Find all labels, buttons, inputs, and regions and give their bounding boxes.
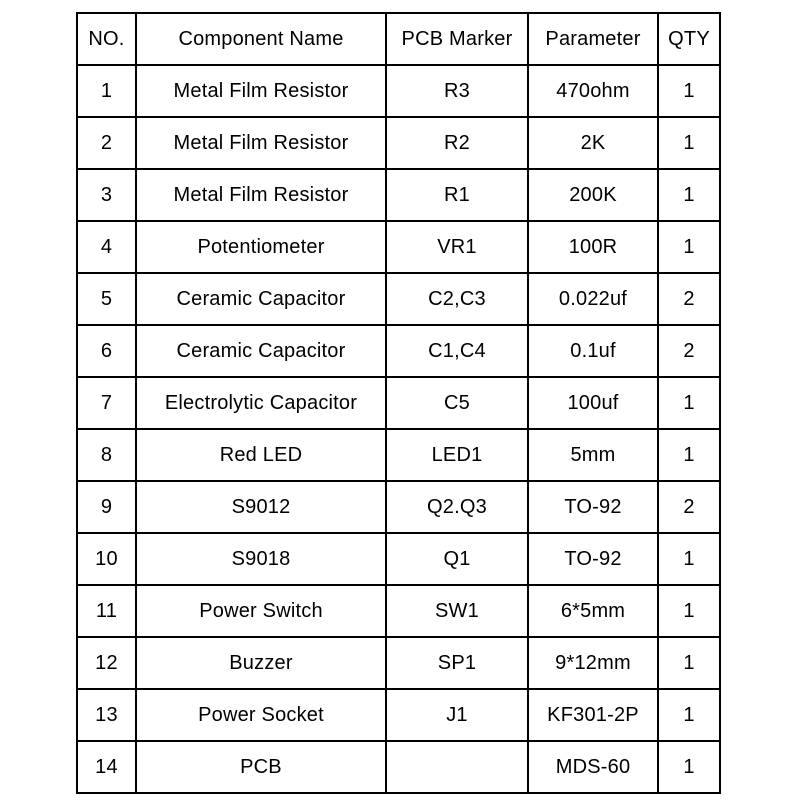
cell-component-name: Metal Film Resistor [136,65,386,117]
cell-qty: 2 [658,273,720,325]
cell-component-name: Ceramic Capacitor [136,273,386,325]
cell-parameter: 2K [528,117,658,169]
cell-qty: 1 [658,637,720,689]
cell-no: 11 [77,585,136,637]
table-row [77,65,720,117]
component-table [76,12,721,794]
cell-pcb-marker: SP1 [386,637,528,689]
cell-no: 8 [77,429,136,481]
cell-pcb-marker: C1,C4 [386,325,528,377]
table-row [77,429,720,481]
cell-no: 6 [77,325,136,377]
cell-component-name: Metal Film Resistor [136,117,386,169]
cell-qty: 1 [658,585,720,637]
cell-no: 2 [77,117,136,169]
cell-pcb-marker: Q1 [386,533,528,585]
cell-component-name: PCB [136,741,386,793]
table-row [77,273,720,325]
cell-pcb-marker: J1 [386,689,528,741]
cell-qty: 1 [658,65,720,117]
cell-parameter: MDS-60 [528,741,658,793]
table-row [77,585,720,637]
header-pcb-marker: PCB Marker [386,13,528,65]
cell-pcb-marker: R3 [386,65,528,117]
table-row [77,533,720,585]
cell-qty: 1 [658,533,720,585]
cell-parameter: 0.022uf [528,273,658,325]
cell-parameter: 6*5mm [528,585,658,637]
cell-no: 13 [77,689,136,741]
cell-component-name: Electrolytic Capacitor [136,377,386,429]
cell-no: 14 [77,741,136,793]
cell-qty: 1 [658,377,720,429]
cell-component-name: S9012 [136,481,386,533]
table-row [77,221,720,273]
cell-no: 1 [77,65,136,117]
cell-pcb-marker: VR1 [386,221,528,273]
cell-no: 3 [77,169,136,221]
cell-qty: 1 [658,741,720,793]
cell-component-name: Ceramic Capacitor [136,325,386,377]
cell-pcb-marker: SW1 [386,585,528,637]
cell-qty: 2 [658,481,720,533]
cell-no: 4 [77,221,136,273]
cell-qty: 1 [658,689,720,741]
cell-component-name: Red LED [136,429,386,481]
cell-pcb-marker: R1 [386,169,528,221]
cell-no: 12 [77,637,136,689]
cell-parameter: 9*12mm [528,637,658,689]
table-row [77,325,720,377]
cell-component-name: Metal Film Resistor [136,169,386,221]
cell-parameter: 200K [528,169,658,221]
cell-component-name: S9018 [136,533,386,585]
cell-parameter: 0.1uf [528,325,658,377]
cell-parameter: 5mm [528,429,658,481]
cell-no: 7 [77,377,136,429]
cell-parameter: 100R [528,221,658,273]
cell-pcb-marker [386,741,528,793]
table-row [77,169,720,221]
header-no: NO. [77,13,136,65]
cell-component-name: Potentiometer [136,221,386,273]
cell-no: 10 [77,533,136,585]
cell-pcb-marker: C2,C3 [386,273,528,325]
cell-component-name: Power Socket [136,689,386,741]
cell-qty: 1 [658,429,720,481]
cell-pcb-marker: LED1 [386,429,528,481]
table-row [77,637,720,689]
table-row [77,689,720,741]
cell-parameter: TO-92 [528,533,658,585]
cell-qty: 1 [658,117,720,169]
table-row [77,481,720,533]
cell-parameter: TO-92 [528,481,658,533]
cell-parameter: KF301-2P [528,689,658,741]
cell-component-name: Buzzer [136,637,386,689]
cell-qty: 2 [658,325,720,377]
cell-pcb-marker: Q2.Q3 [386,481,528,533]
cell-pcb-marker: R2 [386,117,528,169]
table-row [77,741,720,793]
header-qty: QTY [658,13,720,65]
cell-no: 9 [77,481,136,533]
header-component-name: Component Name [136,13,386,65]
cell-parameter: 470ohm [528,65,658,117]
table-body [77,65,720,793]
cell-qty: 1 [658,169,720,221]
table-header-row [77,13,720,65]
cell-parameter: 100uf [528,377,658,429]
cell-qty: 1 [658,221,720,273]
table-row [77,117,720,169]
cell-no: 5 [77,273,136,325]
table-row [77,377,720,429]
cell-pcb-marker: C5 [386,377,528,429]
cell-component-name: Power Switch [136,585,386,637]
header-parameter: Parameter [528,13,658,65]
